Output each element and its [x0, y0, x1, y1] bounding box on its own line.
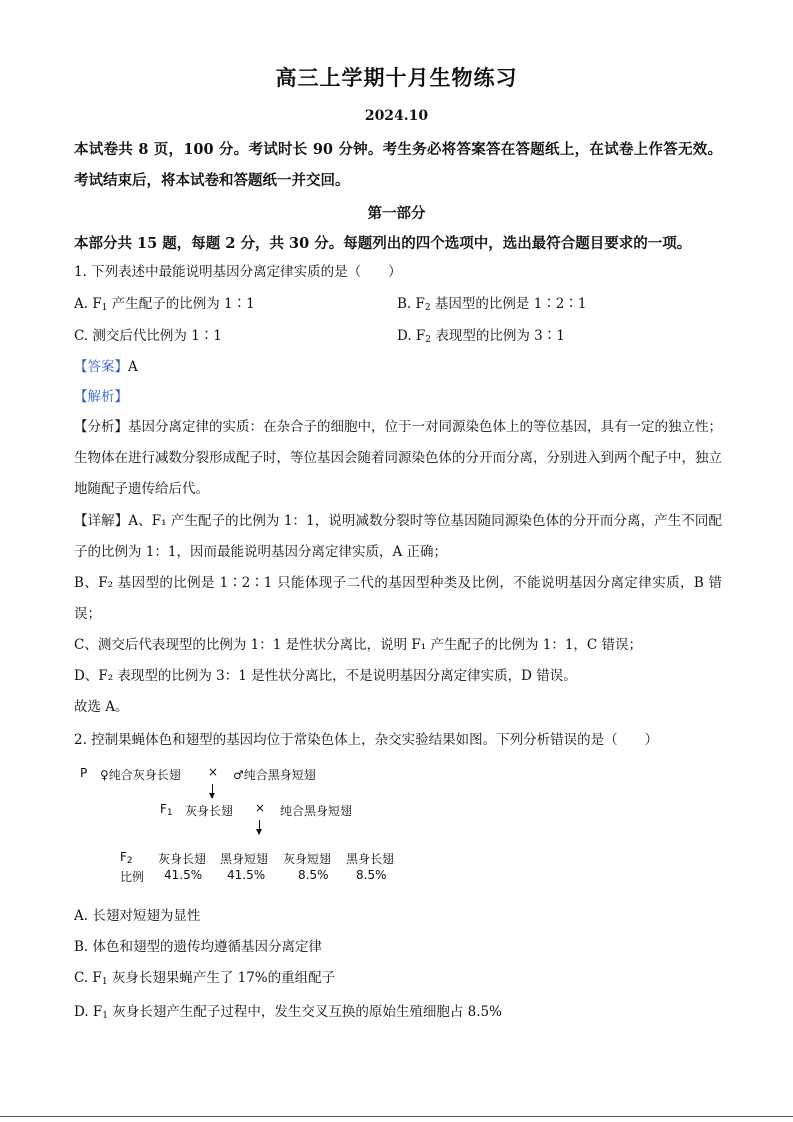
page-bottom-rule	[0, 1116, 793, 1117]
diagram-ratio: 41.5%	[227, 868, 266, 882]
diagram-f1-sub: 1	[166, 808, 173, 818]
diagram-ratio: 8.5%	[356, 868, 387, 882]
q1-option-d-sub: 2	[425, 335, 432, 345]
diagram-p-label: P	[80, 766, 88, 780]
diagram-p-male: ♂纯合黑身短翅	[233, 768, 316, 782]
q1-option-c: C. 测交后代比例为 1∶1	[74, 328, 222, 344]
q1-option-d	[397, 326, 727, 350]
section-title: 第一部分	[367, 205, 426, 222]
diagram-p-female: ♀纯合灰身长翅	[100, 768, 181, 782]
diagram-f2-label	[120, 850, 133, 866]
exam-date: 2024.10	[364, 108, 429, 124]
exam-title: 高三上学期十月生物练习	[275, 65, 518, 90]
q1-option-b-prefix: B. F	[397, 296, 425, 312]
q1-xiangjie-c: C、测交后代表现型的比例为 1：1 是性状分离比，说明 F₁ 产生配子的比例为 1：1，C 错误；	[74, 637, 643, 653]
q2-option-d	[74, 1002, 722, 1026]
diagram-f1-partner: 纯合黑身短翅	[280, 804, 353, 818]
q1-answer	[74, 357, 722, 377]
q1-option-b-sub: 2	[424, 303, 431, 313]
diagram-phenotype: 黑身短翅	[220, 852, 269, 866]
diagram-phenotype: 黑身长翅	[346, 852, 395, 866]
cross-diagram	[74, 760, 454, 890]
q1-fenxi-text: 基因分离定律的实质：在杂合子的细胞中，位于一对同源染色体上的等位基因，具有一定的独立性；生物体在进行减数分裂形成配子时，等位基因会随着同源染色体的分开而分离，分别进入到两个配子中，独立地随配子遗传给后代。	[74, 419, 722, 497]
q1-option-b-text: 基因型的比例是 1∶2∶1	[430, 296, 587, 312]
q1-stem: 1. 下列表述中最能说明基因分离定律实质的是（ ）	[74, 264, 402, 280]
q2-option-d-prefix: D. F	[74, 1004, 103, 1020]
diagram-p-cross: ×	[208, 765, 219, 779]
q1-option-a-sub: 1	[101, 303, 108, 313]
diagram-f1-prefix: F	[160, 802, 167, 816]
q1-analysis-label: 【解析】	[74, 389, 128, 405]
q1-xiangjie-d: D、F₂ 表现型的比例为 3：1 是性状分离比，不是说明基因分离定律实质，D 错误。	[74, 668, 577, 684]
q1-option-a-text: 产生配子的比例为 1∶1	[107, 296, 255, 312]
q1-option-a-prefix: A. F	[74, 296, 102, 312]
diagram-f2-sub: 2	[126, 856, 133, 866]
diagram-phenotype: 灰身短翅	[283, 852, 332, 866]
q2-option-d-sub: 1	[102, 1011, 109, 1021]
diagram-ratio: 8.5%	[298, 868, 329, 882]
diagram-ratio: 41.5%	[164, 868, 203, 882]
q1-xiangjie-b: B、F₂ 基因型的比例是 1∶2∶1 只能体现子二代的基因型种类及比例，不能说明基因分离定律实质，B 错误；	[74, 575, 722, 622]
q1-option-b	[397, 294, 727, 318]
q1-analysis-heading	[74, 387, 722, 407]
diagram-ratio-label: 比例	[120, 870, 145, 884]
q2-option-c	[74, 968, 722, 992]
arrow-down-icon	[259, 820, 260, 834]
q1-fenxi-label: 【分析】	[74, 419, 128, 435]
q1-option-d-prefix: D. F	[397, 328, 426, 344]
q1-answer-label: 【答案】	[74, 359, 128, 375]
diagram-phenotype: 灰身长翅	[158, 852, 207, 866]
diagram-f2-prefix: F	[120, 850, 127, 864]
q1-answer-value: A	[128, 359, 138, 375]
diagram-f1-cross: ×	[255, 801, 266, 815]
q1-fenxi	[74, 412, 722, 505]
q2-stem: 2. 控制果蝇体色和翅型的基因均位于常染色体上，杂交实验结果如图。下列分析错误的是（ ）	[74, 732, 659, 748]
q1-xiangjie-a-text: A、F₁ 产生配子的比例为 1：1，说明减数分裂时等位基因随同源染色体的分开而分离，产生不同配子的比例为 1：1，因而最能说明基因分离定律实质，A 正确；	[74, 513, 722, 560]
q1-option-d-text: 表现型的比例为 3∶1	[431, 328, 565, 344]
q1-xiangjie-label: 【详解】	[74, 513, 129, 529]
q2-option-d-text: 灰身长翅产生配子过程中，发生交叉互换的原始生殖细胞占 8.5%	[108, 1004, 502, 1020]
arrow-down-icon	[212, 784, 213, 798]
diagram-f1-phenotype: 灰身长翅	[185, 804, 234, 818]
q1-xiangjie-a	[74, 506, 722, 568]
exam-instructions: 本试卷共 8 页，100 分。考试时长 90 分钟。考生务必将答案答在答题纸上，在试卷上作答无效。考试结束后，将本试卷和答题纸一并交回。	[74, 141, 722, 189]
q2-option-a: A. 长翅对短翅为显性	[74, 908, 201, 924]
q2-option-c-sub: 1	[101, 977, 108, 987]
q2-option-b: B. 体色和翅型的遗传均遵循基因分离定律	[74, 939, 323, 955]
q1-conclusion: 故选 A。	[74, 699, 129, 715]
q2-option-c-text: 灰身长翅果蝇产生了 17%的重组配子	[107, 970, 336, 986]
q2-option-c-prefix: C. F	[74, 970, 102, 986]
section-description: 本部分共 15 题，每题 2 分，共 30 分。每题列出的四个选项中，选出最符合题目要求的一项。	[74, 235, 692, 252]
diagram-f1-label	[160, 802, 173, 818]
